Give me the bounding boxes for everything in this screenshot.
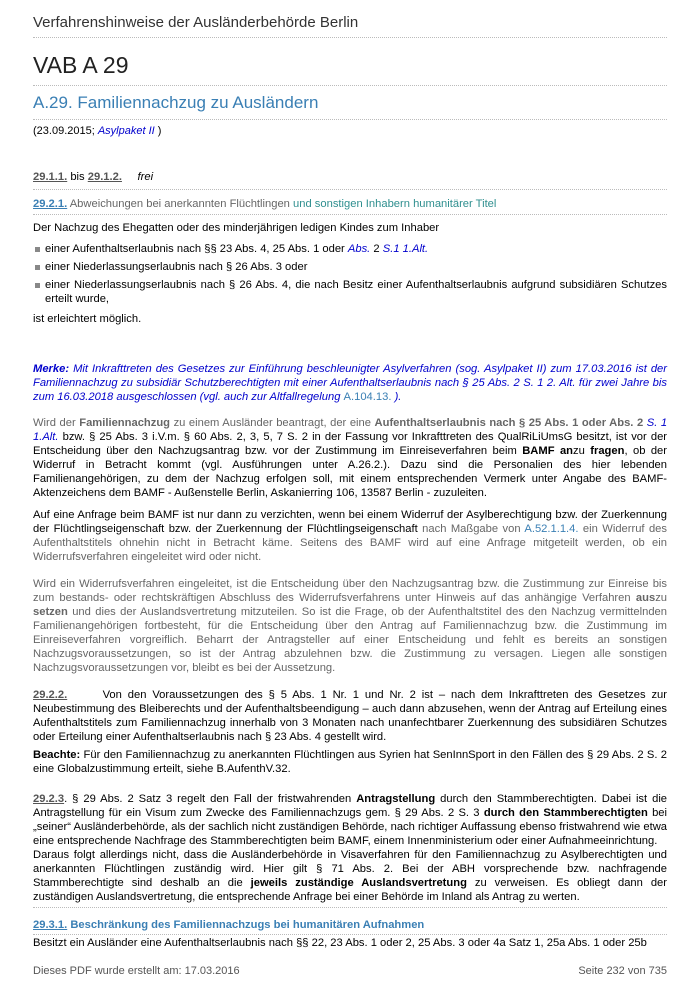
section-29-1: 29.1.1. bis 29.1.2. frei — [33, 170, 667, 190]
date-line: (23.09.2015; Asylpaket II ) — [33, 125, 162, 137]
altfall-link[interactable]: A.104.13. — [343, 391, 392, 403]
paragraph-verzicht: Auf eine Anfrage beim BAMF ist nur dann zu verzichten, wenn bei einem Widerruf der Asylberechtigung bzw. der Zuerkennung der Flüchtlingseigenschaft bzw. der Zuerkennung der Flüchtlingseigenschaft nach Maßgabe von A.52.1.1.4. ein Widerruf des Aufenthaltstitels ohnehin nicht in Betracht käme. Seitens des BAMF wird auf eine Anfrage mitgeteilt werden, ob ein Widerrufsverfahren eingeleitet wird oder nicht. — [33, 509, 667, 563]
list-item: einer Aufenthaltserlaubnis nach §§ 23 Abs. 4, 25 Abs. 1 oder Abs. 2 S.1 1.Alt. — [33, 242, 667, 256]
section-link-29-2-2[interactable]: 29.2.2. — [33, 689, 68, 701]
section-link-29-3-1[interactable]: 29.3.1. — [33, 919, 68, 931]
section-29-2-3: 29.2.3. § 29 Abs. 2 Satz 3 regelt den Fall der fristwahrenden Antragstellung durch den Stammberechtigten. Dabei ist die Antragstellung für ein Visum zum Zwecke des Familiennachzugs gem. § 29 Abs. 2 S. 3 durch den Stammberechtigten bei „seiner“ Ausländerbehörde, als der sachlich nicht zuständigen Behörde, nach richtiger Auffassung ebenso fristwahrend wie etwa eine entsprechende Nachfrage des Stammberechtigten beim BAMF, einem Innenministerium oder einer Aufnahmeeinrichtung. Daraus folgt allerdings nicht, dass die Ausländerbehörde in Visaverfahren für den Familiennachzug zu Asylberechtigten und anerkannten Flüchtlingen zuständig wird. Hier gilt § 71 Abs. 2. Bei der ABH vorsprechende bzw. nachfragende Stammberechtigte sind deshalb an die jeweils zuständige Auslandsvertretung zu verweisen. Es obliegt dann der zuständigen Auslandsvertretung, die entsprechende Anfrage bei einer Behörde im Inland als Antrag zu werten. — [33, 792, 667, 908]
section-29-3-1-heading: 29.3.1. Beschränkung des Familiennachzugs bei humanitären Aufnahmen — [33, 918, 667, 935]
section-link-29-1-2[interactable]: 29.1.2. — [87, 171, 122, 183]
section-link-a-52[interactable]: A.52.1.1.4. — [524, 523, 579, 535]
merke-note: Merke: Mit Inkrafttreten des Gesetzes zur Einführung beschleunigter Asylverfahren (sog. Asylpaket II) zum 17.03.2016 ist der Familiennachzug zu subsidiär Schutzberechtigten mit einer Aufenthaltserlaubnis nach § 25 Abs. 2 S. 1 2. Alt. für zwei Jahre bis zum 16.03.2018 ausgeschlossen (vgl. auch zur Altfallregelung A.104.13. ). — [33, 363, 667, 403]
section-link-29-2-1[interactable]: 29.2.1. — [33, 198, 68, 210]
section-link-29-2-3[interactable]: 29.2.3 — [33, 793, 65, 805]
page-title: VAB A 29 — [33, 52, 667, 86]
section-29-2-2: 29.2.2. Von den Voraussetzungen des § 5 Abs. 1 Nr. 1 und Nr. 2 ist – nach dem Inkrafttreten des Gesetzes zur Neubestimmung des Bleiberechts und der Aufenthaltsbeendigung – auch dann abzusehen, wenn der Antrag auf Erteilung eines Aufenthaltstitels zum Familiennachzug innerhalb von 3 Monaten nach unanfechtbarer Zuerkennung des subsidiären Schutzes oder Erteilung einer Aufenthaltserlaubnis nach § 23 Abs. 4 gestellt wird. — [33, 689, 667, 743]
section-title: A.29. Familiennachzug zu Ausländern — [33, 93, 667, 120]
section-29-2-1-body: Der Nachzug des Ehegatten oder des minderjährigen ledigen Kindes zum Inhaber einer Aufenthaltserlaubnis nach §§ 23 Abs. 4, 25 Abs. 1 oder Abs. 2 S.1 1.Alt. einer Niederlassungserlaubnis nach § 26 Abs. 3 oder einer Niederlassungserlaubnis nach § 26 Abs. 4, die nach Besitz einer Aufenthaltserlaubnis aufgrund subsidiären Schutzes erteilt wurde, ist erleichtert möglich. — [33, 222, 667, 325]
paragraph-aussetzung: Wird ein Widerrufsverfahren eingeleitet, ist die Entscheidung über den Nachzugsantrag bzw. die Zustimmung zur Einreise bis zum bestands- oder rechtskräftigen Abschluss des Widerrufsverfahrens unter Hinweis auf das anhängige Verfahren auszu setzen und dies der Auslandsvertretung mitzuteilen. So ist die Frage, ob der Aufenthaltstitel des den Nachzug vermittelnden Familienangehörigen fortbesteht, für die Entscheidung über den Antrag auf Familiennachzug bzw. die Zustimmung im Einreiseverfahren vorgreiflich. Beharrt der Antragsteller auf einer Entscheidung und fehlt es bereits an sonstigen Nachzugsvoraussetzungen, so ist der Antrag abzulehnen bzw. die Zustimmung zu versagen. Liegen alle sonstigen Nachzugsvoraussetzungen vor, bleibt es bei der Aussetzung. — [33, 578, 668, 674]
document-header: Verfahrenshinweise der Ausländerbehörde Berlin — [33, 14, 667, 38]
beachte-note: Beachte: Für den Familiennachzug zu anerkannten Flüchtlingen aus Syrien hat SenInnSport in den Fällen des § 29 Abs. 2 S. 2 eine Globalzustimmung erteilt, siehe B.AufenthV.32. — [33, 749, 668, 775]
condition-list — [33, 242, 667, 306]
page-footer — [33, 965, 667, 977]
list-item: einer Niederlassungserlaubnis nach § 26 Abs. 3 oder — [33, 260, 667, 274]
paragraph-widerruf-anfrage: Wird der Familiennachzug zu einem Ausländer beantragt, der eine Aufenthaltserlaubnis nach § 25 Abs. 1 oder Abs. 2 S. 1 1.Alt. bzw. § 25 Abs. 3 i.V.m. § 60 Abs. 2, 3, 5, 7 S. 2 in der Fassung vor Inkrafttreten des QualRiLiUmsG besitzt, ist vor der Entscheidung über den Nachzugsantrag bzw. vor der Zustimmung im Einreiseverfahren beim BAMF anzu fragen, ob der Widerruf in Betracht kommt (vgl. Ausführungen unter A.26.2.). Dazu sind die Personalien des hier lebenden Familienangehörigen, zu dem der Nachzug erfolgen soll, mit einem entsprechenden Vermerk unter Angabe des BAMF-Aktenzeichens dem BAMF - Außenstelle Berlin, Askanierring 106, 13587 Berlin - zuzuleiten. — [33, 417, 668, 499]
section-29-3-1-body: Besitzt ein Ausländer eine Aufenthaltserlaubnis nach §§ 22, 23 Abs. 1 oder 2, 25 Abs. 3 oder 4a Satz 1, 25a Abs. 1 oder 25b — [33, 937, 647, 949]
section-link-29-1-1[interactable]: 29.1.1. — [33, 171, 68, 183]
asylpaket-link[interactable]: Asylpaket II — [97, 125, 155, 137]
list-item: einer Niederlassungserlaubnis nach § 26 Abs. 4, die nach Besitz einer Aufenthaltserlaubnis aufgrund subsidiären Schutzes erteilt wurde, — [33, 278, 667, 306]
footer-created: Dieses PDF wurde erstellt am: 17.03.2016 — [33, 965, 240, 977]
section-29-2-1-heading: 29.2.1. Abweichungen bei anerkannten Flüchtlingen und sonstigen Inhabern humanitärer Titel — [33, 197, 667, 215]
page-number: Seite 232 von 735 — [578, 965, 667, 977]
